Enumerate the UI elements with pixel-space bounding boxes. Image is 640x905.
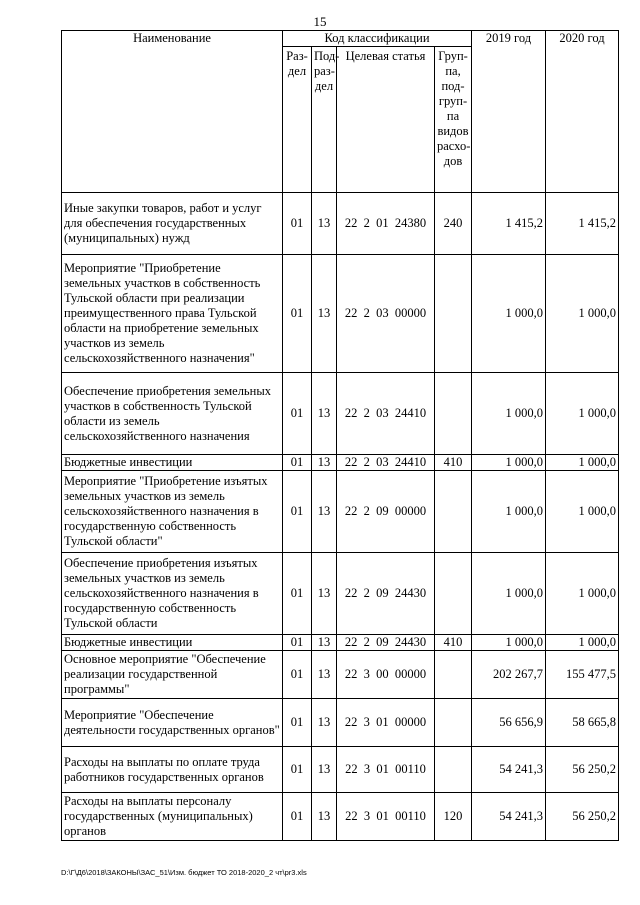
table-row <box>62 193 619 255</box>
row-subsection: 13 <box>312 471 337 553</box>
row-subsection: 13 <box>312 455 337 471</box>
row-amount-2019: 56 656,9 <box>472 699 546 747</box>
table-row <box>62 455 619 471</box>
header-expense-group: Груп- па, под- груп- па видов расхо- дов <box>435 47 472 193</box>
row-amount-2020: 155 477,5 <box>546 651 619 699</box>
row-name: Мероприятие "Обеспечение деятельности государственных органов" <box>62 699 283 747</box>
row-amount-2019: 54 241,3 <box>472 747 546 793</box>
row-amount-2020: 1 000,0 <box>546 553 619 635</box>
row-amount-2019: 54 241,3 <box>472 793 546 841</box>
row-expense-group: 120 <box>435 793 472 841</box>
row-target-article: 22 2 09 24430 <box>337 635 435 651</box>
row-expense-group <box>435 373 472 455</box>
row-section: 01 <box>283 255 312 373</box>
row-section: 01 <box>283 699 312 747</box>
row-amount-2020: 1 000,0 <box>546 255 619 373</box>
row-amount-2019: 1 000,0 <box>472 635 546 651</box>
row-amount-2020: 56 250,2 <box>546 793 619 841</box>
header-classification: Код классификации <box>283 31 472 47</box>
table-row <box>62 471 619 553</box>
row-target-article: 22 3 01 00110 <box>337 747 435 793</box>
row-subsection: 13 <box>312 793 337 841</box>
row-subsection: 13 <box>312 255 337 373</box>
page-number: 15 <box>313 14 327 29</box>
row-amount-2019: 202 267,7 <box>472 651 546 699</box>
table-row <box>62 747 619 793</box>
row-name: Обеспечение приобретения земельных участков в собственность Тульской области из земель сельскохозяйственного назначения <box>62 373 283 455</box>
row-name: Обеспечение приобретения изъятых земельных участков из земель сельскохозяйственного назначения в государственную собственность Тульской области <box>62 553 283 635</box>
row-target-article: 22 3 01 00000 <box>337 699 435 747</box>
row-target-article: 22 2 03 24410 <box>337 455 435 471</box>
row-target-article: 22 2 09 24430 <box>337 553 435 635</box>
table-row <box>62 553 619 635</box>
header-year-2020: 2020 год <box>546 31 619 193</box>
table-row <box>62 651 619 699</box>
row-amount-2020: 1 000,0 <box>546 471 619 553</box>
row-subsection: 13 <box>312 193 337 255</box>
row-expense-group <box>435 699 472 747</box>
table-header <box>62 31 619 193</box>
row-section: 01 <box>283 373 312 455</box>
row-target-article: 22 2 03 24410 <box>337 373 435 455</box>
row-amount-2020: 1 415,2 <box>546 193 619 255</box>
row-subsection: 13 <box>312 699 337 747</box>
row-name: Расходы на выплаты персоналу государственных (муниципальных) органов <box>62 793 283 841</box>
table-row <box>62 635 619 651</box>
row-subsection: 13 <box>312 635 337 651</box>
row-section: 01 <box>283 455 312 471</box>
table-row <box>62 699 619 747</box>
footer-file-path: D:\Г\Д6\2018\ЗАКОНЫ\ЗАС_51\Изм. бюджет ТО 2018-2020_2 чт\pr3.xls <box>61 868 307 877</box>
row-name: Мероприятие "Приобретение земельных участков в собственность Тульской области при реализации преимущественного права Тульской области на приобретение земельных участков из земель сельскохозяйственного назначения" <box>62 255 283 373</box>
row-amount-2020: 1 000,0 <box>546 455 619 471</box>
header-section: Раз- дел <box>283 47 312 193</box>
row-amount-2020: 1 000,0 <box>546 635 619 651</box>
row-amount-2019: 1 415,2 <box>472 193 546 255</box>
row-amount-2020: 58 665,8 <box>546 699 619 747</box>
row-section: 01 <box>283 193 312 255</box>
header-target-article: Целевая статья <box>337 47 435 193</box>
row-expense-group <box>435 747 472 793</box>
budget-table <box>61 30 619 841</box>
row-target-article: 22 2 09 00000 <box>337 471 435 553</box>
table-row <box>62 255 619 373</box>
row-name: Расходы на выплаты по оплате труда работников государственных органов <box>62 747 283 793</box>
row-subsection: 13 <box>312 747 337 793</box>
row-target-article: 22 2 01 24380 <box>337 193 435 255</box>
row-expense-group <box>435 471 472 553</box>
table-body <box>62 193 619 841</box>
row-amount-2019: 1 000,0 <box>472 255 546 373</box>
row-amount-2019: 1 000,0 <box>472 471 546 553</box>
row-name: Основное мероприятие "Обеспечение реализации государственной программы" <box>62 651 283 699</box>
row-amount-2020: 56 250,2 <box>546 747 619 793</box>
row-name: Бюджетные инвестиции <box>62 635 283 651</box>
row-section: 01 <box>283 651 312 699</box>
row-amount-2020: 1 000,0 <box>546 373 619 455</box>
row-target-article: 22 2 03 00000 <box>337 255 435 373</box>
row-name: Мероприятие "Приобретение изъятых земельных участков из земель сельскохозяйственного назначения в государственную собственность Тульской области" <box>62 471 283 553</box>
row-section: 01 <box>283 553 312 635</box>
row-expense-group <box>435 255 472 373</box>
row-section: 01 <box>283 793 312 841</box>
table-row <box>62 373 619 455</box>
row-section: 01 <box>283 747 312 793</box>
row-subsection: 13 <box>312 553 337 635</box>
row-expense-group <box>435 553 472 635</box>
row-section: 01 <box>283 471 312 553</box>
header-subsection: Под- раз- дел <box>312 47 337 193</box>
row-section: 01 <box>283 635 312 651</box>
row-expense-group: 240 <box>435 193 472 255</box>
row-expense-group: 410 <box>435 635 472 651</box>
row-target-article: 22 3 00 00000 <box>337 651 435 699</box>
row-expense-group <box>435 651 472 699</box>
row-expense-group: 410 <box>435 455 472 471</box>
row-target-article: 22 3 01 00110 <box>337 793 435 841</box>
row-name: Иные закупки товаров, работ и услуг для обеспечения государственных (муниципальных) нужд <box>62 193 283 255</box>
row-name: Бюджетные инвестиции <box>62 455 283 471</box>
header-year-2019: 2019 год <box>472 31 546 193</box>
row-amount-2019: 1 000,0 <box>472 455 546 471</box>
table-row <box>62 793 619 841</box>
row-amount-2019: 1 000,0 <box>472 373 546 455</box>
header-name: Наименование <box>62 31 283 193</box>
row-amount-2019: 1 000,0 <box>472 553 546 635</box>
row-subsection: 13 <box>312 373 337 455</box>
row-subsection: 13 <box>312 651 337 699</box>
